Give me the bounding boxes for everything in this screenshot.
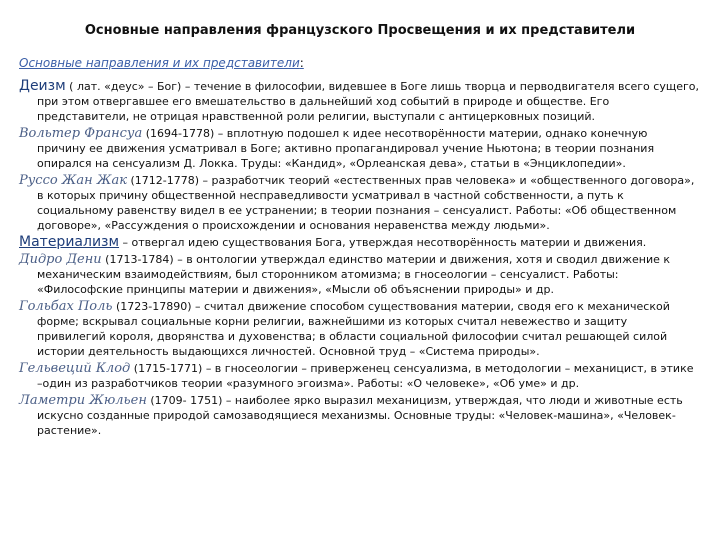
entry-text: (1723-17890) – считал движение способом существования материи, сводя его к механической форме; вскрывал социальные корни религии, важнейшими из которых считал невежество и защиту привилегий короля, дворянства и духовенства; в области социальной философии считал решающей силой истории деятельность выдающихся личностей. Основной труд – «Система природы». <box>37 300 670 358</box>
page-title: Основные направления французского Просвещения и их представители <box>84 23 636 38</box>
entry-term: Материализм <box>19 234 120 250</box>
entry-text: (1713-1784) – в онтологии утверждал единство материи и движения, хотя и сводил движение к механическим взаимодействиям, был сторонником атомизма; в гносеологии – сенсуалист. Работы: «Философские принципы материи и движения», «Мысли об объяснении природы» и др. <box>37 253 671 296</box>
entry-term: Ламетри Жюльен <box>19 393 147 408</box>
entry-term: Деизм <box>19 78 66 94</box>
entry-diderot <box>19 252 699 297</box>
entry-holbach <box>19 299 699 359</box>
subheading-text: Основные направления и их представители <box>19 56 300 70</box>
entry-term: Руссо Жан Жак <box>19 173 127 188</box>
entry-term: Гельвеций Клод <box>19 361 131 376</box>
entry-rousseau <box>19 173 699 233</box>
entry-lamettrie <box>19 393 699 438</box>
subheading-colon: : <box>299 56 304 70</box>
entry-term: Вольтер Франсуа <box>19 126 143 141</box>
section-subheading <box>19 56 699 71</box>
entry-text: (1715-1771) – в гносеологии – приверженец сенсуализма, в методологии – механицист, в этике –один из разработчиков теории «разумного эгоизма». Работы: «О человеке», «Об уме» и др. <box>37 362 694 390</box>
entry-text: ( лат. «деус» – Бог) – течение в философии, видевшее в Боге лишь творца и перводвигателя всего сущего, при этом отвергавшее его вмешательство в дальнейший ход событий в природе и обществе. Его представители, не отрицая нравственной роли религии, выступали с антицерковных позиций. <box>37 80 699 123</box>
entry-text: (1709- 1751) – наиболее ярко выразил механицизм, утверждая, что люди и животные есть искусно созданные природой самозаводящиеся механизмы. Основные труды: «Человек-машина», «Человек-растение». <box>37 394 683 437</box>
entry-voltaire <box>19 126 699 171</box>
entry-text: (1694-1778) – вплотную подошел к идее несотворённости материи, однако конечную причину ее движения усматривал в Боге; активно пропагандировал учение Ньютона; в теории познания опирался на сенсуализм Д. Локка. Труды: «Кандид», «Орлеанская дева», статьи в «Энциклопедии». <box>37 127 655 170</box>
entry-text: – отвергал идею существования Бога, утверждая несотворённость материи и движения. <box>119 236 647 249</box>
entry-helvetius <box>19 361 699 391</box>
content-body <box>19 56 699 440</box>
entry-deism <box>19 79 699 124</box>
entry-text: (1712-1778) – разработчик теорий «естественных прав человека» и «общественного договора», в которых причину общественной несправедливости усматривал в частной собственности, а путь к социальному равенству видел в ее устранении; в теории познания – сенсуалист. Работы: «Об общественном договоре», «Рассуждения о происхождении и основания неравенства между людьми». <box>37 174 695 232</box>
entry-materialism <box>19 235 699 250</box>
entry-term: Дидро Дени <box>19 252 102 267</box>
entry-term: Гольбах Поль <box>19 299 113 314</box>
